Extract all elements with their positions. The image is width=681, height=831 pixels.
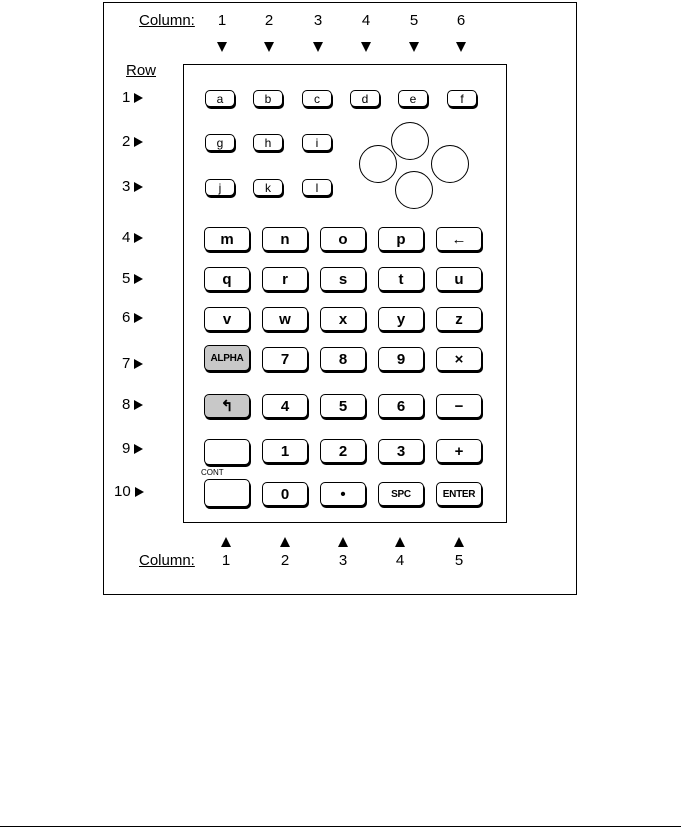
- bottom-column-number: 3: [338, 552, 348, 569]
- top-column-number: 2: [264, 12, 274, 29]
- bottom-column-label: Column:: [139, 552, 195, 569]
- right-triangle-icon: [135, 487, 144, 497]
- key-q[interactable]: q: [204, 267, 250, 291]
- down-triangle-icon: [217, 42, 227, 52]
- top-column-number: 3: [313, 12, 323, 29]
- key-u[interactable]: u: [436, 267, 482, 291]
- down-triangle-icon: [264, 42, 274, 52]
- key-a[interactable]: a: [205, 90, 235, 107]
- key-c[interactable]: c: [302, 90, 332, 107]
- key-backspace[interactable]: ←: [436, 227, 482, 251]
- key-multiply[interactable]: ×: [436, 347, 482, 371]
- down-triangle-icon: [361, 42, 371, 52]
- key-f[interactable]: f: [447, 90, 477, 107]
- cont-label: CONT: [201, 468, 224, 477]
- key-m[interactable]: m: [204, 227, 250, 251]
- key-7[interactable]: 7: [262, 347, 308, 371]
- key-alpha[interactable]: ALPHA: [204, 345, 250, 371]
- key-1[interactable]: 1: [262, 439, 308, 463]
- up-triangle-icon: [221, 537, 231, 547]
- key-left-shift[interactable]: ↰: [204, 394, 250, 418]
- key-e[interactable]: e: [398, 90, 428, 107]
- right-triangle-icon: [134, 274, 143, 284]
- down-triangle-icon: [456, 42, 466, 52]
- key-b[interactable]: b: [253, 90, 283, 107]
- right-triangle-icon: [134, 137, 143, 147]
- key-s[interactable]: s: [320, 267, 366, 291]
- key-o[interactable]: o: [320, 227, 366, 251]
- key-enter[interactable]: ENTER: [436, 482, 482, 506]
- arrow-left-key[interactable]: [359, 145, 397, 183]
- row-number: 3: [122, 178, 131, 195]
- row-label-9: [122, 440, 143, 457]
- key-l[interactable]: l: [302, 179, 332, 196]
- row-label-10: [114, 483, 144, 500]
- down-triangle-icon: [409, 42, 419, 52]
- row-number: 1: [122, 89, 131, 106]
- page-rule: [0, 826, 681, 827]
- row-number: 4: [122, 229, 131, 246]
- row-label-2: [122, 133, 143, 150]
- top-column-number: 1: [217, 12, 227, 29]
- arrow-up-key[interactable]: [391, 122, 429, 160]
- key-h[interactable]: h: [253, 134, 283, 151]
- row-label-6: [122, 309, 143, 326]
- row-number: 8: [122, 396, 131, 413]
- key-5[interactable]: 5: [320, 394, 366, 418]
- up-triangle-icon: [454, 537, 464, 547]
- row-label-3: [122, 178, 143, 195]
- row-label-5: [122, 270, 143, 287]
- top-column-number: 5: [409, 12, 419, 29]
- row-number: 2: [122, 133, 131, 150]
- key-g[interactable]: g: [205, 134, 235, 151]
- bottom-column-number: 5: [454, 552, 464, 569]
- arrow-right-key[interactable]: [431, 145, 469, 183]
- key-minus[interactable]: −: [436, 394, 482, 418]
- key-w[interactable]: w: [262, 307, 308, 331]
- key-plus[interactable]: +: [436, 439, 482, 463]
- down-triangle-icon: [313, 42, 323, 52]
- key-z[interactable]: z: [436, 307, 482, 331]
- top-column-number: 4: [361, 12, 371, 29]
- key-t[interactable]: t: [378, 267, 424, 291]
- key-0[interactable]: 0: [262, 482, 308, 506]
- key-space[interactable]: SPC: [378, 482, 424, 506]
- row-number: 7: [122, 355, 131, 372]
- key-2[interactable]: 2: [320, 439, 366, 463]
- row-number: 6: [122, 309, 131, 326]
- key-y[interactable]: y: [378, 307, 424, 331]
- right-triangle-icon: [134, 400, 143, 410]
- up-triangle-icon: [338, 537, 348, 547]
- right-triangle-icon: [134, 359, 143, 369]
- row-number: 9: [122, 440, 131, 457]
- arrow-down-key[interactable]: [395, 171, 433, 209]
- key-p[interactable]: p: [378, 227, 424, 251]
- key-x[interactable]: x: [320, 307, 366, 331]
- row-number: 5: [122, 270, 131, 287]
- key-j[interactable]: j: [205, 179, 235, 196]
- up-triangle-icon: [395, 537, 405, 547]
- row-label-7: [122, 355, 143, 372]
- bottom-column-number: 4: [395, 552, 405, 569]
- top-column-label: Column:: [139, 12, 195, 29]
- key-i[interactable]: i: [302, 134, 332, 151]
- right-triangle-icon: [134, 93, 143, 103]
- right-triangle-icon: [134, 182, 143, 192]
- key-8[interactable]: 8: [320, 347, 366, 371]
- row-label: Row: [126, 62, 157, 79]
- row-label-8: [122, 396, 143, 413]
- right-triangle-icon: [134, 233, 143, 243]
- row-label-1: [122, 89, 143, 106]
- key-3[interactable]: 3: [378, 439, 424, 463]
- right-triangle-icon: [134, 444, 143, 454]
- bottom-column-number: 1: [221, 552, 231, 569]
- right-triangle-icon: [134, 313, 143, 323]
- key-6[interactable]: 6: [378, 394, 424, 418]
- key-4[interactable]: 4: [262, 394, 308, 418]
- bottom-column-number: 2: [280, 552, 290, 569]
- key-k[interactable]: k: [253, 179, 283, 196]
- key-blank-row10[interactable]: [204, 479, 250, 507]
- key-v[interactable]: v: [204, 307, 250, 331]
- up-triangle-icon: [280, 537, 290, 547]
- key-d[interactable]: d: [350, 90, 380, 107]
- top-column-number: 6: [456, 12, 466, 29]
- key-blank-row9[interactable]: [204, 439, 250, 465]
- key-r[interactable]: r: [262, 267, 308, 291]
- row-label-4: [122, 229, 143, 246]
- row-number: 10: [114, 483, 131, 500]
- key-9[interactable]: 9: [378, 347, 424, 371]
- key-decimal[interactable]: •: [320, 482, 366, 506]
- key-n[interactable]: n: [262, 227, 308, 251]
